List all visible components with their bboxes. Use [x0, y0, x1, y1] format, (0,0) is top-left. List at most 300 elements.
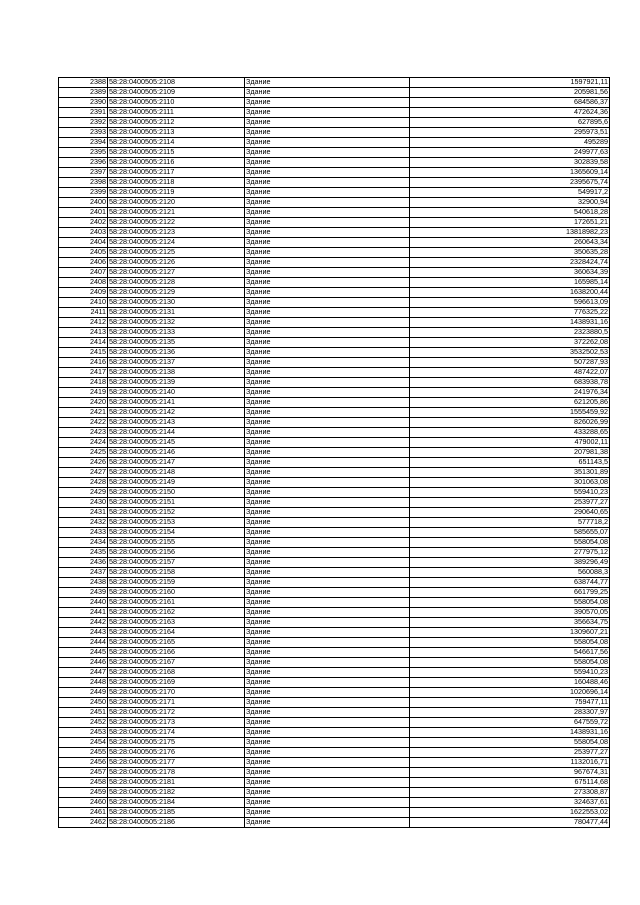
object-type-cell: Здание	[245, 818, 410, 828]
cadastral-value-cell: 559410,23	[410, 488, 610, 498]
object-type-cell: Здание	[245, 518, 410, 528]
object-type-cell: Здание	[245, 608, 410, 618]
cadastral-number-cell: 58:28:0400505:2165	[108, 638, 245, 648]
table-row	[59, 238, 610, 248]
object-type-cell: Здание	[245, 648, 410, 658]
object-type-cell: Здание	[245, 158, 410, 168]
cadastral-value-cell: 1438931,16	[410, 318, 610, 328]
object-type-cell: Здание	[245, 348, 410, 358]
cadastral-value-cell: 826026,99	[410, 418, 610, 428]
row-number-cell: 2396	[59, 158, 108, 168]
cadastral-number-cell: 58:28:0400505:2166	[108, 648, 245, 658]
object-type-cell: Здание	[245, 298, 410, 308]
object-type-cell: Здание	[245, 248, 410, 258]
table-row	[59, 778, 610, 788]
cadastral-value-cell: 433288,65	[410, 428, 610, 438]
object-type-cell: Здание	[245, 128, 410, 138]
table-row	[59, 328, 610, 338]
object-type-cell: Здание	[245, 578, 410, 588]
table-row	[59, 798, 610, 808]
row-number-cell: 2420	[59, 398, 108, 408]
cadastral-number-cell: 58:28:0400505:2153	[108, 518, 245, 528]
object-type-cell: Здание	[245, 208, 410, 218]
table-row	[59, 638, 610, 648]
cadastral-number-cell: 58:28:0400505:2146	[108, 448, 245, 458]
cadastral-value-cell: 249977,63	[410, 148, 610, 158]
cadastral-value-cell: 549917,2	[410, 188, 610, 198]
table-row	[59, 338, 610, 348]
cadastral-value-cell: 776325,22	[410, 308, 610, 318]
object-type-cell: Здание	[245, 678, 410, 688]
cadastral-number-cell: 58:28:0400505:2158	[108, 568, 245, 578]
table-row	[59, 738, 610, 748]
cadastral-value-cell: 647559,72	[410, 718, 610, 728]
cadastral-value-cell: 558054,08	[410, 598, 610, 608]
cadastral-value-cell: 546617,56	[410, 648, 610, 658]
cadastral-number-cell: 58:28:0400505:2116	[108, 158, 245, 168]
row-number-cell: 2431	[59, 508, 108, 518]
cadastral-number-cell: 58:28:0400505:2114	[108, 138, 245, 148]
object-type-cell: Здание	[245, 168, 410, 178]
cadastral-value-cell: 283307,97	[410, 708, 610, 718]
table-row	[59, 678, 610, 688]
cadastral-number-cell: 58:28:0400505:2155	[108, 538, 245, 548]
cadastral-number-cell: 58:28:0400505:2125	[108, 248, 245, 258]
cadastral-number-cell: 58:28:0400505:2112	[108, 118, 245, 128]
table-row	[59, 718, 610, 728]
table-row	[59, 618, 610, 628]
table-row	[59, 158, 610, 168]
table-row	[59, 578, 610, 588]
table-row	[59, 758, 610, 768]
table-row	[59, 438, 610, 448]
object-type-cell: Здание	[245, 728, 410, 738]
cadastral-number-cell: 58:28:0400505:2138	[108, 368, 245, 378]
row-number-cell: 2393	[59, 128, 108, 138]
table-row	[59, 508, 610, 518]
table-row	[59, 458, 610, 468]
object-type-cell: Здание	[245, 268, 410, 278]
cadastral-value-cell: 32900,94	[410, 198, 610, 208]
table-row	[59, 698, 610, 708]
row-number-cell: 2395	[59, 148, 108, 158]
table-row	[59, 808, 610, 818]
cadastral-value-cell: 1555459,92	[410, 408, 610, 418]
object-type-cell: Здание	[245, 628, 410, 638]
cadastral-number-cell: 58:28:0400505:2142	[108, 408, 245, 418]
cadastral-value-cell: 479002,11	[410, 438, 610, 448]
cadastral-number-cell: 58:28:0400505:2160	[108, 588, 245, 598]
cadastral-number-cell: 58:28:0400505:2185	[108, 808, 245, 818]
object-type-cell: Здание	[245, 758, 410, 768]
table-row	[59, 418, 610, 428]
row-number-cell: 2401	[59, 208, 108, 218]
table-row	[59, 198, 610, 208]
table-row	[59, 398, 610, 408]
cadastral-number-cell: 58:28:0400505:2175	[108, 738, 245, 748]
cadastral-number-cell: 58:28:0400505:2119	[108, 188, 245, 198]
cadastral-number-cell: 58:28:0400505:2171	[108, 698, 245, 708]
cadastral-value-cell: 627895,6	[410, 118, 610, 128]
row-number-cell: 2397	[59, 168, 108, 178]
cadastral-value-cell: 558054,08	[410, 538, 610, 548]
cadastral-value-cell: 260643,34	[410, 238, 610, 248]
object-type-cell: Здание	[245, 528, 410, 538]
object-type-cell: Здание	[245, 408, 410, 418]
cadastral-value-cell: 1622553,02	[410, 808, 610, 818]
cadastral-number-cell: 58:28:0400505:2156	[108, 548, 245, 558]
object-type-cell: Здание	[245, 538, 410, 548]
cadastral-value-cell: 559410,23	[410, 668, 610, 678]
table-row	[59, 208, 610, 218]
cadastral-number-cell: 58:28:0400505:2139	[108, 378, 245, 388]
cadastral-value-cell: 277975,12	[410, 548, 610, 558]
cadastral-value-cell: 780477,44	[410, 818, 610, 828]
object-type-cell: Здание	[245, 718, 410, 728]
object-type-cell: Здание	[245, 588, 410, 598]
object-type-cell: Здание	[245, 238, 410, 248]
row-number-cell: 2392	[59, 118, 108, 128]
object-type-cell: Здание	[245, 118, 410, 128]
cadastral-value-cell: 302839,58	[410, 158, 610, 168]
cadastral-number-cell: 58:28:0400505:2149	[108, 478, 245, 488]
table-row	[59, 528, 610, 538]
table-row	[59, 648, 610, 658]
object-type-cell: Здание	[245, 478, 410, 488]
row-number-cell: 2459	[59, 788, 108, 798]
row-number-cell: 2404	[59, 238, 108, 248]
cadastral-value-cell: 172651,21	[410, 218, 610, 228]
object-type-cell: Здание	[245, 568, 410, 578]
cadastral-value-cell: 13818982,23	[410, 228, 610, 238]
row-number-cell: 2416	[59, 358, 108, 368]
cadastral-number-cell: 58:28:0400505:2174	[108, 728, 245, 738]
table-row	[59, 108, 610, 118]
cadastral-number-cell: 58:28:0400505:2172	[108, 708, 245, 718]
cadastral-value-cell: 350635,28	[410, 248, 610, 258]
row-number-cell: 2447	[59, 668, 108, 678]
cadastral-value-cell: 390570,05	[410, 608, 610, 618]
table-row	[59, 168, 610, 178]
row-number-cell: 2424	[59, 438, 108, 448]
row-number-cell: 2462	[59, 818, 108, 828]
cadastral-number-cell: 58:28:0400505:2143	[108, 418, 245, 428]
cadastral-number-cell: 58:28:0400505:2170	[108, 688, 245, 698]
row-number-cell: 2403	[59, 228, 108, 238]
row-number-cell: 2434	[59, 538, 108, 548]
table-row	[59, 428, 610, 438]
cadastral-number-cell: 58:28:0400505:2128	[108, 278, 245, 288]
object-type-cell: Здание	[245, 708, 410, 718]
table-row	[59, 538, 610, 548]
cadastral-value-cell: 360634,39	[410, 268, 610, 278]
table-row	[59, 388, 610, 398]
object-type-cell: Здание	[245, 148, 410, 158]
table-row	[59, 318, 610, 328]
object-type-cell: Здание	[245, 618, 410, 628]
row-number-cell: 2450	[59, 698, 108, 708]
object-type-cell: Здание	[245, 658, 410, 668]
cadastral-number-cell: 58:28:0400505:2150	[108, 488, 245, 498]
object-type-cell: Здание	[245, 138, 410, 148]
object-type-cell: Здание	[245, 788, 410, 798]
cadastral-number-cell: 58:28:0400505:2129	[108, 288, 245, 298]
cadastral-number-cell: 58:28:0400505:2115	[108, 148, 245, 158]
row-number-cell: 2458	[59, 778, 108, 788]
object-type-cell: Здание	[245, 668, 410, 678]
table-row	[59, 818, 610, 828]
table-row	[59, 488, 610, 498]
row-number-cell: 2417	[59, 368, 108, 378]
row-number-cell: 2444	[59, 638, 108, 648]
table-row	[59, 268, 610, 278]
row-number-cell: 2440	[59, 598, 108, 608]
cadastral-number-cell: 58:28:0400505:2186	[108, 818, 245, 828]
object-type-cell: Здание	[245, 468, 410, 478]
object-type-cell: Здание	[245, 228, 410, 238]
object-type-cell: Здание	[245, 358, 410, 368]
row-number-cell: 2399	[59, 188, 108, 198]
table-row	[59, 358, 610, 368]
row-number-cell: 2437	[59, 568, 108, 578]
cadastral-value-cell: 495289	[410, 138, 610, 148]
row-number-cell: 2394	[59, 138, 108, 148]
cadastral-value-cell: 967674,31	[410, 768, 610, 778]
cadastral-number-cell: 58:28:0400505:2109	[108, 88, 245, 98]
object-type-cell: Здание	[245, 398, 410, 408]
cadastral-number-cell: 58:28:0400505:2137	[108, 358, 245, 368]
cadastral-number-cell: 58:28:0400505:2178	[108, 768, 245, 778]
cadastral-value-cell: 675114,68	[410, 778, 610, 788]
table-row	[59, 278, 610, 288]
table-row	[59, 568, 610, 578]
table-row	[59, 598, 610, 608]
table-row	[59, 188, 610, 198]
object-type-cell: Здание	[245, 388, 410, 398]
object-type-cell: Здание	[245, 368, 410, 378]
object-type-cell: Здание	[245, 78, 410, 88]
cadastral-number-cell: 58:28:0400505:2162	[108, 608, 245, 618]
cadastral-value-cell: 301063,08	[410, 478, 610, 488]
cadastral-number-cell: 58:28:0400505:2122	[108, 218, 245, 228]
cadastral-number-cell: 58:28:0400505:2113	[108, 128, 245, 138]
cadastral-value-cell: 356634,75	[410, 618, 610, 628]
table-row	[59, 118, 610, 128]
object-type-cell: Здание	[245, 458, 410, 468]
cadastral-number-cell: 58:28:0400505:2132	[108, 318, 245, 328]
cadastral-value-cell: 684586,37	[410, 98, 610, 108]
object-type-cell: Здание	[245, 778, 410, 788]
cadastral-number-cell: 58:28:0400505:2147	[108, 458, 245, 468]
cadastral-number-cell: 58:28:0400505:2173	[108, 718, 245, 728]
cadastral-value-cell: 241976,34	[410, 388, 610, 398]
table-row	[59, 748, 610, 758]
table-row	[59, 788, 610, 798]
cadastral-value-cell: 2328424,74	[410, 258, 610, 268]
object-type-cell: Здание	[245, 548, 410, 558]
table-row	[59, 628, 610, 638]
cadastral-value-cell: 596613,09	[410, 298, 610, 308]
object-type-cell: Здание	[245, 98, 410, 108]
row-number-cell: 2446	[59, 658, 108, 668]
cadastral-number-cell: 58:28:0400505:2161	[108, 598, 245, 608]
cadastral-number-cell: 58:28:0400505:2120	[108, 198, 245, 208]
row-number-cell: 2439	[59, 588, 108, 598]
cadastral-value-cell: 205981,56	[410, 88, 610, 98]
cadastral-number-cell: 58:28:0400505:2131	[108, 308, 245, 318]
cadastral-number-cell: 58:28:0400505:2140	[108, 388, 245, 398]
table-row	[59, 288, 610, 298]
cadastral-value-cell: 472624,36	[410, 108, 610, 118]
table-row	[59, 448, 610, 458]
table-row	[59, 768, 610, 778]
object-type-cell: Здание	[245, 418, 410, 428]
object-type-cell: Здание	[245, 328, 410, 338]
object-type-cell: Здание	[245, 508, 410, 518]
object-type-cell: Здание	[245, 768, 410, 778]
object-type-cell: Здание	[245, 88, 410, 98]
cadastral-number-cell: 58:28:0400505:2144	[108, 428, 245, 438]
cadastral-value-cell: 1132016,71	[410, 758, 610, 768]
cadastral-value-cell: 165985,14	[410, 278, 610, 288]
row-number-cell: 2423	[59, 428, 108, 438]
cadastral-value-cell: 290640,65	[410, 508, 610, 518]
row-number-cell: 2454	[59, 738, 108, 748]
cadastral-value-cell: 253977,27	[410, 748, 610, 758]
cadastral-value-cell: 253977,27	[410, 498, 610, 508]
cadastral-number-cell: 58:28:0400505:2176	[108, 748, 245, 758]
row-number-cell: 2409	[59, 288, 108, 298]
cadastral-value-cell: 389296,49	[410, 558, 610, 568]
row-number-cell: 2425	[59, 448, 108, 458]
table-row	[59, 88, 610, 98]
table-row	[59, 148, 610, 158]
cadastral-number-cell: 58:28:0400505:2167	[108, 658, 245, 668]
cadastral-value-cell: 683938,78	[410, 378, 610, 388]
row-number-cell: 2414	[59, 338, 108, 348]
row-number-cell: 2461	[59, 808, 108, 818]
object-type-cell: Здание	[245, 308, 410, 318]
table-row	[59, 708, 610, 718]
row-number-cell: 2407	[59, 268, 108, 278]
object-type-cell: Здание	[245, 278, 410, 288]
cadastral-number-cell: 58:28:0400505:2182	[108, 788, 245, 798]
cadastral-value-cell: 2323880,5	[410, 328, 610, 338]
cadastral-value-cell: 558054,08	[410, 658, 610, 668]
row-number-cell: 2455	[59, 748, 108, 758]
table-row	[59, 138, 610, 148]
cadastral-value-cell: 1597921,11	[410, 78, 610, 88]
object-type-cell: Здание	[245, 688, 410, 698]
row-number-cell: 2405	[59, 248, 108, 258]
table-row	[59, 688, 610, 698]
row-number-cell: 2422	[59, 418, 108, 428]
table-row	[59, 378, 610, 388]
cadastral-number-cell: 58:28:0400505:2123	[108, 228, 245, 238]
cadastral-number-cell: 58:28:0400505:2159	[108, 578, 245, 588]
cadastral-number-cell: 58:28:0400505:2127	[108, 268, 245, 278]
object-type-cell: Здание	[245, 198, 410, 208]
cadastral-number-cell: 58:28:0400505:2130	[108, 298, 245, 308]
cadastral-number-cell: 58:28:0400505:2108	[108, 78, 245, 88]
cadastral-number-cell: 58:28:0400505:2154	[108, 528, 245, 538]
cadastral-value-cell: 1365609,14	[410, 168, 610, 178]
object-type-cell: Здание	[245, 558, 410, 568]
object-type-cell: Здание	[245, 498, 410, 508]
object-type-cell: Здание	[245, 258, 410, 268]
cadastral-number-cell: 58:28:0400505:2126	[108, 258, 245, 268]
table-row	[59, 178, 610, 188]
row-number-cell: 2435	[59, 548, 108, 558]
object-type-cell: Здание	[245, 108, 410, 118]
row-number-cell: 2402	[59, 218, 108, 228]
object-type-cell: Здание	[245, 438, 410, 448]
table-row	[59, 348, 610, 358]
table-row	[59, 218, 610, 228]
cadastral-value-cell: 372262,08	[410, 338, 610, 348]
object-type-cell: Здание	[245, 448, 410, 458]
row-number-cell: 2427	[59, 468, 108, 478]
cadastral-number-cell: 58:28:0400505:2168	[108, 668, 245, 678]
table-row	[59, 658, 610, 668]
row-number-cell: 2452	[59, 718, 108, 728]
cadastral-number-cell: 58:28:0400505:2177	[108, 758, 245, 768]
table-row	[59, 668, 610, 678]
row-number-cell: 2391	[59, 108, 108, 118]
cadastral-value-cell: 651143,5	[410, 458, 610, 468]
row-number-cell: 2436	[59, 558, 108, 568]
table-row	[59, 248, 610, 258]
table-row	[59, 468, 610, 478]
cadastral-number-cell: 58:28:0400505:2148	[108, 468, 245, 478]
row-number-cell: 2428	[59, 478, 108, 488]
object-type-cell: Здание	[245, 178, 410, 188]
cadastral-value-cell: 207981,38	[410, 448, 610, 458]
object-type-cell: Здание	[245, 698, 410, 708]
object-type-cell: Здание	[245, 188, 410, 198]
row-number-cell: 2418	[59, 378, 108, 388]
cadastral-number-cell: 58:28:0400505:2184	[108, 798, 245, 808]
row-number-cell: 2400	[59, 198, 108, 208]
object-type-cell: Здание	[245, 748, 410, 758]
cadastral-value-cell: 295973,51	[410, 128, 610, 138]
cadastral-number-cell: 58:28:0400505:2111	[108, 108, 245, 118]
object-type-cell: Здание	[245, 638, 410, 648]
cadastral-number-cell: 58:28:0400505:2118	[108, 178, 245, 188]
object-type-cell: Здание	[245, 598, 410, 608]
cadastral-number-cell: 58:28:0400505:2152	[108, 508, 245, 518]
cadastral-number-cell: 58:28:0400505:2110	[108, 98, 245, 108]
table-row	[59, 728, 610, 738]
row-number-cell: 2456	[59, 758, 108, 768]
cadastral-number-cell: 58:28:0400505:2164	[108, 628, 245, 638]
cadastral-value-cell: 273308,87	[410, 788, 610, 798]
cadastral-number-cell: 58:28:0400505:2145	[108, 438, 245, 448]
row-number-cell: 2412	[59, 318, 108, 328]
row-number-cell: 2406	[59, 258, 108, 268]
table-row	[59, 408, 610, 418]
cadastral-value-cell: 1309607,21	[410, 628, 610, 638]
object-type-cell: Здание	[245, 218, 410, 228]
row-number-cell: 2390	[59, 98, 108, 108]
cadastral-value-cell: 638744,77	[410, 578, 610, 588]
row-number-cell: 2426	[59, 458, 108, 468]
cadastral-value-cell: 540618,28	[410, 208, 610, 218]
cadastral-value-cell: 560088,3	[410, 568, 610, 578]
table-row	[59, 78, 610, 88]
object-type-cell: Здание	[245, 488, 410, 498]
object-type-cell: Здание	[245, 808, 410, 818]
